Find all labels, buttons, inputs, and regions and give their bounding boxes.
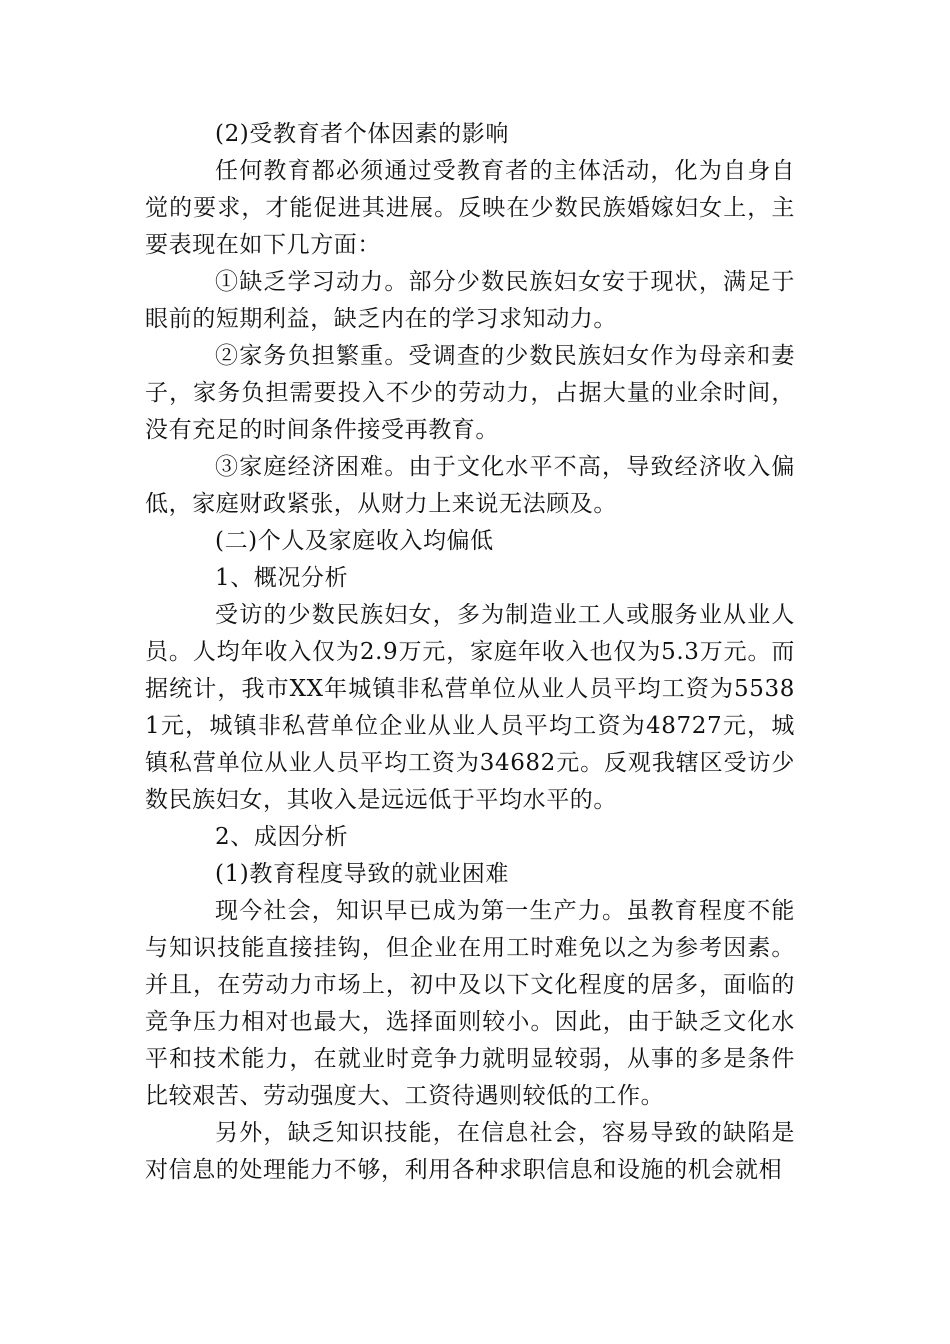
subheading-cause-analysis: 2、成因分析 [215, 824, 349, 850]
subheading-individual-factors: (2)受教育者个体因素的影响 [215, 121, 509, 147]
paragraph-income-statistics: 受访的少数民族妇女，多为制造业工人或服务业从业人员。人均年收入仅为2.9万元，家庭年收入也仅为5.3万元。而据统计，我市XX年城镇非私营单位从业人员平均工资为55381元，城镇非私营单位企业从业人员平均工资为48727元，城镇私营单位从业人员平均工资为34682元。反观我辖区受访少数民族妇女，其收入是远远低于平均水平的。 [145, 602, 795, 813]
list-item-housework-burden: ②家务负担繁重。受调查的少数民族妇女作为母亲和妻子，家务负担需要投入不少的劳动力，占据大量的业余时间，没有充足的时间条件接受再教育。 [145, 343, 795, 443]
list-item-economic-difficulty: ③家庭经济困难。由于文化水平不高，导致经济收入偏低，家庭财政紧张，从财力上来说无法顾及。 [145, 454, 795, 517]
section-heading-low-income: (二)个人及家庭收入均偏低 [215, 528, 494, 554]
list-item-lack-motivation: ①缺乏学习动力。部分少数民族妇女安于现状，满足于眼前的短期利益，缺乏内在的学习求知动力。 [145, 269, 795, 332]
document-body [145, 116, 795, 1189]
paragraph-information-skills: 另外，缺乏知识技能，在信息社会，容易导致的缺陷是对信息的处理能力不够，利用各种求职信息和设施的机会就相 [145, 1120, 795, 1183]
subheading-overview: 1、概况分析 [215, 565, 349, 591]
subheading-education-employment: (1)教育程度导致的就业困难 [215, 861, 509, 887]
paragraph-education-activity: 任何教育都必须通过受教育者的主体活动，化为自身自觉的要求，才能促进其进展。反映在少数民族婚嫁妇女上，主要表现在如下几方面： [145, 158, 795, 258]
paragraph-knowledge-productivity: 现今社会，知识早已成为第一生产力。虽教育程度不能与知识技能直接挂钩，但企业在用工时难免以之为参考因素。并且，在劳动力市场上，初中及以下文化程度的居多，面临的竞争压力相对也最大，选择面则较小。因此，由于缺乏文化水平和技术能力，在就业时竞争力就明显较弱，从事的多是条件比较艰苦、劳动强度大、工资待遇则较低的工作。 [145, 898, 795, 1109]
